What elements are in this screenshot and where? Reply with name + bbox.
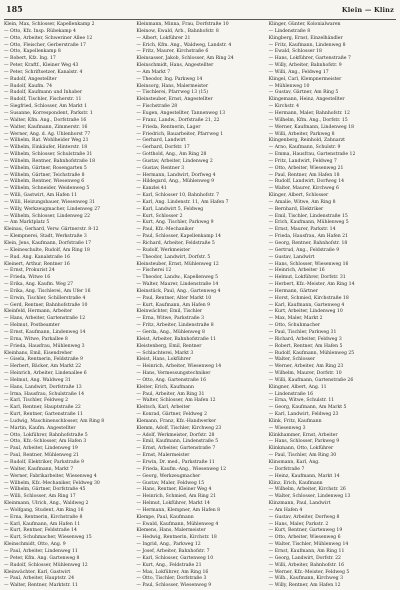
directory-entry: — Kurt, Schlosser 2 — [136, 213, 183, 219]
directory-entry: — Werner, Fabrikarbeiter, Wiesenweg 4 — [4, 473, 97, 479]
directory-entry: — Willi, Arbeiter, Bahnhofstr. 16 — [268, 562, 345, 568]
directory-entry: Kleinsteuber, Ernst, Angestellter — [136, 97, 213, 103]
directory-entry: — Paul, Arbeiter, Am Ring 31 — [136, 391, 205, 397]
directory-entry: Kleinsorg, Hans, Malermeister — [136, 83, 209, 89]
directory-entry: — Heinz, Kaufmann, Markt 14 — [268, 473, 340, 479]
directory-entry: — Ernst, Kaufmann, Lindenweg 14 — [4, 329, 86, 335]
directory-entry: Kleinschmidt, Otto, Ang. 9 — [4, 542, 66, 548]
directory-entry: — Paul, Schlosser, Wiesenweg 9 — [136, 583, 212, 589]
directory-entry: Kleinert, Arthur, Rentner 16 — [4, 261, 70, 267]
directory-entry: — Josef, Arbeiter, Bahnhofstr. 7 — [136, 548, 210, 554]
directory-entry: Klein, Max, Schlosser, Kapellenkamp 2 — [4, 22, 95, 27]
directory-entry: — Karl, Ang. Lindenstr. 11, Am Hafen 7 — [136, 199, 229, 205]
directory-entry: — Erika, Ang. Kaufm. Weg 27 — [4, 282, 74, 288]
directory-entry: Klemm, Adolf, Tischler, Kirchweg 23 — [136, 425, 222, 431]
directory-entry: — Am Hafen 4 — [268, 507, 303, 513]
page-header — [4, 4, 396, 18]
directory-entry: — Otto, Arbeiter, Wiesenweg 21 — [268, 165, 344, 171]
directory-entry: — Erwin, Tischler, Schillerstraße 4 — [4, 295, 86, 301]
directory-entry: — Otto, Arbeiter, Schweriner Allee 12 — [4, 35, 93, 41]
directory-entry: — Kirchstr. 4 — [268, 104, 300, 110]
directory-entry: — Fritz, Kaufmann, Lindenweg 8 — [268, 42, 346, 48]
directory-entry: Klingenberg, Reinhold, Zahnarzt — [268, 138, 346, 144]
directory-entry: — Helmut, Lokführer, Markt 14 — [136, 501, 210, 507]
directory-entry: — Karl, Kaufmann, Am Hafen 11 — [4, 521, 81, 527]
directory-entry: — Horst, Schmied, Kirchstraße 18 — [268, 295, 349, 301]
directory-entry: Kleinau, Gerhard, Verw. Gärtnerstr. 8-12 — [4, 227, 99, 233]
directory-entry: Klein, Jens, Kaufmann, Dorfstraße 17 — [4, 241, 92, 246]
directory-entry: — Paul, Rentner, Alter Markt 10 — [136, 295, 212, 301]
directory-entry: Klingel, Carl, Klempnermeister — [268, 76, 342, 82]
directory-entry: — Gustav, Rentner 3 — [136, 165, 185, 171]
directory-entry: — Hans, Schlosser, Parkweg 9 — [268, 439, 340, 445]
directory-entry: — Gotthold, Ang., Am Ring 28 — [136, 152, 207, 158]
directory-entry: — Max, Maler, Markt 2 — [268, 316, 323, 322]
directory-entry: Klingner, Albert, Ang. 11 — [268, 384, 327, 390]
directory-entry: — Kurt, Kaufmann, Am Hafen 9 — [136, 302, 211, 308]
directory-entry: — Emma, Hausfrau, Gartenstraße 12 — [268, 152, 356, 158]
directory-entry: — Kurt, Ang. Tischler, Parkweg 9 — [136, 220, 214, 226]
directory-entry: Kleinsasser, Jakob, Schlosser, Am Ring 24 — [136, 56, 234, 62]
directory-entry: — Heinrich, Schmied, Am Ring 21 — [136, 494, 217, 500]
directory-entry: — Helmut, Lokführer, Dorfstr. 31 — [268, 275, 346, 281]
directory-entry: — Otto, Lokführer, Bahnhofstraße 5 — [4, 432, 88, 438]
directory-entry: — Willi, Gastwirt, Am Hafen 11 — [4, 193, 78, 199]
directory-entry: — Kanzlei 41 — [136, 186, 167, 192]
directory-entry: Klinkmann, Otto, Lokführer — [268, 446, 334, 452]
directory-entry: Kleinschmidt, Hans, Angestellter — [136, 63, 214, 69]
directory-entry: — Wilhelm, Arbeiter, Kirchstr. 26 — [268, 487, 346, 493]
directory-entry: — Helmut, Ang. Waldweg 31 — [4, 377, 71, 383]
directory-entry: — Ernst, Prokurist 24 — [4, 268, 55, 274]
directory-entry: — Kurt, Arbeiter, Lindenweg 10 — [268, 309, 343, 315]
directory-entry: — Otto, Fleischer, Gerberstraße 17 — [4, 42, 86, 48]
directory-entry: — Gisela, Rentnerin, Feldstraße 9 — [4, 357, 83, 363]
directory-entry: Kleinmann, Minna, Frau, Dorfstraße 10 — [136, 22, 229, 27]
directory-entry: — Lindenstraße 8 — [268, 28, 311, 34]
directory-entry: — Susanne, Korrespondent, Parkstr. 1 — [4, 110, 93, 116]
directory-entry: — Hedwig, Rentnerin, Kirchstr. 18 — [136, 535, 217, 541]
directory-entry: — Rudolf, Kaufm. 74 — [4, 83, 53, 89]
directory-entry: — Frieda, Hausfrau, Am Hafen 21 — [268, 234, 349, 240]
directory-entry: — Willy, Rentner, Am Hafen 12 — [268, 583, 341, 589]
directory-entry: — Peter, Kraftf., Kleiner Weg 43 — [4, 63, 79, 69]
directory-entry: — Hildegard, Ang., Mühlenweg 9 — [136, 179, 215, 185]
directory-entry: — Walter, Kaufmann, Zimmerstr. 16 — [4, 124, 88, 130]
directory-entry: — Walter, Maurer, Kirchweg 6 — [268, 186, 339, 192]
directory-entry: — Willi, Arbeiter, Parkweg 8 — [268, 131, 335, 137]
directory-entry: — Paul, Arbeiter, Lindenweg 11 — [4, 548, 78, 554]
directory-entry: — Paul, Tischler, Parkweg 31 — [268, 329, 337, 335]
directory-entry: — Erich, Kfm. Ang., Waldweg, Landstr. 4 — [136, 42, 232, 48]
directory-entry: Klempe, Paul, Kaufmann — [136, 514, 194, 520]
directory-entry: Klinger, Günter, Kolonialwaren — [268, 22, 341, 27]
column-1 — [4, 22, 131, 590]
directory-entry: — Ernst, Malermeister — [136, 453, 190, 459]
directory-entry: — Erna, Witwe, Parkstraße 3 — [136, 316, 204, 322]
directory-entry: — Otto, Tischler, Dorfstraße 3 — [136, 576, 207, 582]
directory-entry: — Walter, Maurer, Lindenstraße 14 — [136, 282, 219, 288]
directory-entry: — Theodor, Ing. Parkweg 14 — [136, 76, 203, 82]
directory-entry: — Theodor, Landw., Kapellenweg 5 — [136, 275, 219, 281]
directory-entry: — Peter, Kfm. Ang. Gartenweg 8 — [4, 555, 80, 561]
directory-entry: — Siegfried, Schlosser, Am Markt 1 — [4, 104, 88, 110]
directory-entry: — Wilh., Kaufmann, Kirchweg 3 — [268, 576, 343, 582]
directory-entry: — Ernst, Maurer, Parkstr. 14 — [268, 227, 336, 233]
directory-entry: — Herbert, Kfz.-Meister, Am Ring 14 — [268, 282, 355, 288]
directory-entry: — Fritz, Arbeiter, Lindenstraße 8 — [136, 323, 214, 329]
directory-entry: — Hermann, Klempner, Am Hafen 8 — [136, 507, 221, 513]
directory-entry: — Heinrich, Arbeiter 16 — [268, 268, 325, 274]
directory-entry: — Gerd, Rentner, Bahnhofstraße 10 — [4, 302, 88, 308]
directory-entry: — Walter, Kfm. Ang., Dorfstraße 16 — [4, 117, 87, 123]
directory-entry: — Rudolf, Kaufmann und Inhaber — [4, 90, 83, 96]
directory-entry: — Karl, Tischler, Feldweg 2 — [4, 398, 69, 404]
directory-entry: — Georg, Landwirt, Dorfstr. 22 — [268, 555, 341, 561]
directory-entry: — Walter, Schlosser, Am Hafen 12 — [136, 398, 216, 404]
directory-entry: — Ernst, Arbeiter, Gartenstraße 7 — [136, 446, 216, 452]
directory-entry: — Ingrid, Ang., Parkweg 12 — [136, 542, 201, 548]
directory-entry: Kleist, Arbeiter, Bahnhofstraße 11 — [136, 336, 217, 342]
directory-entry: — Gerhard, Landwirt — [136, 138, 186, 144]
running-head: Klein — Klinz — [341, 6, 394, 14]
directory-entry: — Georg, Kaufmann, Am Markt 5 — [268, 405, 347, 411]
directory-entry: — Rudolf, Angestellter — [4, 76, 57, 82]
directory-entry: — Erich, Kaufmann, Mühlenweg 5 — [268, 220, 349, 226]
directory-entry: — Erwin, Dr. med., Parkstraße 11 — [136, 460, 215, 465]
directory-entry: — Hermann, Maler, Bahnhofstr. 12 — [268, 110, 350, 116]
directory-entry: — Gustav, Landwirt — [268, 254, 315, 260]
directory-entry: Kleinwächter, Emil, Tischler — [136, 309, 203, 315]
directory-entry: — Emil, Tischler, Lindenstraße 15 — [268, 213, 348, 219]
directory-entry: — Am Marktplatz 5 — [4, 220, 50, 226]
directory-entry: — Frieda, Rentnerin, Lager — [136, 124, 201, 130]
directory-entry: — Hans, Lokführer, Gartenstraße 7 — [268, 56, 351, 62]
directory-entry: — Kurt, Rentner, Gartenstraße 11 — [4, 412, 83, 418]
directory-entry: Kleinfeld, Hermann, Arbeiter — [4, 309, 73, 315]
directory-entry: — Ludwig, Maschinenschlosser, Am Ring 8 — [4, 418, 105, 424]
directory-entry: — Karl, Kaufmann, Gartenweg 4 — [268, 302, 345, 308]
column-3 — [269, 22, 396, 590]
directory-entry: — Wilhelm, Maurer, Dorfstr. 10 — [268, 371, 342, 377]
directory-entry: — Helmut, Postbeamter — [4, 323, 60, 329]
directory-entry: Klemann, Franz, Kfz.-Handwerker — [136, 418, 217, 424]
directory-entry: — Wilhelm, Schlosser, Lindenweg 22 — [4, 213, 91, 219]
directory-entry: — Lindenstraße 16 — [268, 391, 314, 397]
directory-entry: Klink, Fritz, Kaufmann — [268, 418, 322, 424]
directory-entry: Kleinstück, Paul, Ang., Gartenweg 4 — [136, 288, 221, 294]
directory-entry: — Werner, Ang. d. Ag. Uhlenhorst 77 — [4, 131, 91, 137]
directory-entry: Kleinow, Ewald, Arb., Bahnhofstr. 8 — [136, 28, 219, 34]
directory-entry: — Gustav, Arbeiter, Dorfweg 8 — [268, 514, 340, 520]
directory-entry: — Wilhelm, Gärtner, Rosengarten 5 — [4, 165, 87, 171]
directory-entry: Klinsmann, Karl, Ang. — [268, 460, 320, 465]
directory-entry: — Richard, Arbeiter, Feldstraße 5 — [136, 241, 215, 246]
directory-entry: — Wiesenweg 3 — [268, 425, 306, 431]
directory-entry: Kleinmann, Ulrich, Ang., Waldweg 2 — [4, 501, 89, 507]
directory-entry: — Hans, Vermessungstechniker — [136, 371, 211, 377]
directory-entry: — Gerda, Ang., Mühlenweg 8 — [136, 329, 205, 335]
directory-entry: — Karl, Rentner, Hauptstraße 22 — [4, 405, 81, 411]
directory-entry: — Werner, Kfz.-Meister, Feldweg 5 — [268, 569, 350, 575]
directory-entry: — Karl, Landwirt 5, Feldweg — [136, 206, 204, 212]
directory-entry: — Eugen, Angestellter, Tannenweg 13 — [136, 110, 226, 116]
directory-entry: — Fritz, Landwirt, Feldweg 7 — [268, 158, 337, 164]
directory-entry: — Walter, Kaufmann, Markt 7 — [4, 466, 74, 472]
directory-entry: — Heinrich, Arbeiter, Wiesenweg 14 — [136, 364, 222, 370]
directory-entry: — Klempnerei, Stadt, Werkstraße 3 — [4, 234, 87, 240]
directory-entry: — Ernst, Kaufmann, Am Ring 11 — [268, 548, 345, 554]
directory-entry: — Wilhelm, Schlosser, Schulstraße 31 — [4, 152, 93, 158]
directory-entry: — Otto, Schuhmacher — [268, 323, 320, 329]
directory-entry: Klemens, Hans, Malermeister — [136, 528, 206, 534]
directory-entry: — Konrad, Gärtner, Feldweg 2 — [136, 412, 207, 418]
directory-entry: — Hans, Rentner, Kleiner Weg 4 — [136, 487, 212, 493]
directory-entry: Klinger, Albert, Schlosser — [268, 193, 329, 199]
directory-entry: — Kurt, Schuhmacher, Wiesenweg 15 — [4, 535, 92, 541]
directory-entry: — Walter, Tischler, Mühlenweg 14 — [268, 542, 349, 548]
directory-entry: — Wilhelm, Rentner, Wiesenweg 6 — [4, 179, 85, 185]
directory-entry: — Erika, Ang. Tischlerei, Am Ufer 16 — [4, 288, 91, 294]
directory-entry: Kleistenberg, Emil, Rentner — [136, 343, 202, 349]
directory-entry: — Erna, Witwe, Parkallee 8 — [4, 336, 68, 342]
directory-entry: — Rudolf, Werkmeister — [136, 247, 191, 253]
directory-entry: Kleist, Hans, Lokführer — [136, 357, 191, 363]
directory-entry: — Willi, Ang., Feldweg 17 — [268, 69, 329, 75]
directory-entry: — Wilhelm, Rentner, Bahnhofstraße 18 — [4, 158, 96, 164]
directory-entry: Kleinhans, Emil, Eisendreher — [4, 350, 73, 356]
directory-entry: — Gustav, Arbeiter, Lindenweg 2 — [136, 158, 213, 164]
directory-entry: — Wilhelm, Gärtner, Dorfstraße 45 — [4, 487, 86, 493]
directory-entry: — Wilhelm, Schneider, Weidenweg 5 — [4, 186, 90, 192]
directory-entry: — Willi, Kaufmann, Gartenstraße 26 — [268, 377, 354, 383]
directory-columns — [4, 22, 396, 589]
directory-entry: — Georg, Rentner, Bahnhofstr. 18 — [268, 241, 348, 246]
directory-entry: — Walter, Rentner, Marktstr. 11 — [4, 583, 78, 589]
directory-entry: Kleiter, Erich, Kaufmann — [136, 384, 194, 390]
directory-entry: — Paul, Arbeiter, Lindenweg 19 — [4, 446, 78, 452]
directory-entry: — Theodor, Landwirt, Dorfstr. 5 — [136, 254, 211, 260]
directory-entry: — Hans, Arbeiter, Gartenstraße 12 — [4, 316, 86, 322]
directory-entry: — Tischlerei, Pfarrweg 13 (15) — [136, 90, 209, 96]
directory-entry: — Peter, Schriftsetzer, Kanalstr. 4 — [4, 69, 83, 75]
header-rule — [4, 19, 396, 20]
directory-entry: — Karl, Landwirt, Feldweg 23 — [268, 412, 339, 418]
directory-entry: — Willi, Heizungsbauer, Wiesenweg 31 — [4, 199, 96, 205]
directory-entry: — Wolfgang, Student, Am Ring 16 — [4, 507, 84, 513]
directory-entry: — Frieda, Kaufm.-Ang., Wiesenweg 12 — [136, 466, 227, 472]
directory-entry: — Arno, Kaufmann, Schulstr. 9 — [268, 145, 341, 151]
directory-entry: — Frieda, Witwe 16 — [4, 275, 51, 281]
directory-entry: — Willy, Arbeiter, Bahnhofstr. 9 — [268, 63, 342, 69]
directory-entry: — Paul, Rentner, Mühlenweg 21 — [4, 453, 79, 459]
directory-entry: — Erna, Rentnerin, Kirchstraße 8 — [4, 514, 83, 520]
directory-entry: — Gerhard, Dorfstr. 17 — [136, 145, 190, 151]
directory-entry: — Fischstraße 28 — [136, 104, 178, 110]
directory-entry: — Kurt, Rentner, Gartenweg 19 — [268, 528, 343, 534]
directory-entry: — Wilhelm, Kfz.-Mechaniker, Feldweg 30 — [4, 480, 100, 486]
directory-entry: — Amalie, Witwe, Am Ring 8 — [268, 199, 336, 205]
directory-entry: — Hans, Schlosser, Wiesenweg 16 — [268, 261, 349, 267]
directory-entry: — Wilhelm, Rat. Wohlheider Weg 21 — [4, 138, 89, 144]
directory-entry: — Otto, Arbeiter, Wiesenweg 6 — [268, 535, 341, 541]
directory-entry: — Emil, Kaufmann, Lindenstraße 5 — [136, 439, 219, 445]
directory-entry: — Irma, Hausfrau, Schulstraße 14 — [4, 391, 84, 397]
directory-entry: — Gertrud, Ang., Feldstraße 9 — [268, 247, 340, 253]
directory-entry: — Max, Lokführer, Am Ring 16 — [136, 569, 209, 575]
directory-entry: — Mühlenweg 10 — [268, 83, 310, 89]
directory-entry: — Herbert, Bäcker, Am Markt 22 — [4, 364, 82, 370]
directory-entry: — Karl, Schlosser, Gartenweg 10 — [136, 555, 214, 561]
directory-entry: — Georg, Werkzeugmacher — [136, 473, 201, 479]
directory-entry: — Ewald, Kaufmann, Mühlenweg 4 — [136, 521, 219, 527]
directory-entry: — Hermann, Gärtner — [268, 288, 318, 294]
directory-entry: — Kurt, Ang., Feldstraße 21 — [136, 562, 202, 568]
directory-entry: — Otto, Kapellenkamp 8 — [4, 49, 61, 55]
directory-entry: — Robert, Kfz. Ing. 17 — [4, 56, 56, 62]
directory-entry: — Kleineschulte, Rudolf, Am Ring 18 — [4, 247, 90, 253]
directory-entry: — Paul, Schlosser, Kapellenkamp 14 — [136, 234, 221, 240]
directory-entry: — Rud. Ang. Kanalstraße 16 — [4, 254, 71, 260]
directory-entry: — Bernhard, Elektriker — [268, 206, 324, 212]
directory-entry: Klingemann, Heinz, Angestellter — [268, 97, 345, 103]
directory-entry: — Friedrich, Bauarbeiter, Pfarrweg 1 — [136, 131, 224, 137]
directory-entry: — Fischerei 12 — [136, 268, 172, 274]
directory-entry: — Ewald, Schlosser 18 — [268, 49, 322, 55]
directory-entry: — Hans, Maler, Parkstr. 2 — [268, 521, 329, 527]
directory-entry: — Fritz, Maurer, Kirchstraße 6 — [136, 49, 209, 55]
directory-entry: Kleinwächter, Karl, Gastwirt — [4, 569, 71, 575]
directory-entry: — Walter, Schlosser, Lindenweg 13 — [268, 494, 351, 500]
directory-entry: — Wilhelm, Kfm. Ang., Dorfstr. 15 — [268, 117, 348, 123]
directory-entry: — Hans, Landwirt, Dorfstraße 13 — [4, 384, 82, 390]
directory-entry: — Willy, Werkzeugmacher, Lindenweg 27 — [4, 206, 101, 212]
directory-entry: Kleitsch, Karl, Arbeiter — [136, 405, 191, 411]
directory-entry: Kleinsteuber, Ernst, Mühlenweg 12 — [136, 261, 219, 267]
directory-entry: — Richard, Arbeiter, Feldweg 3 — [268, 336, 342, 342]
directory-entry: — Rudolf, Schlosser, Mühlenweg 12 — [4, 562, 88, 568]
directory-entry: — Schlachterei, Markt 3 — [136, 350, 194, 356]
directory-entry: — Robert, Rentner, Am Hafen 5 — [268, 343, 343, 349]
directory-entry: — Rudolf, Elektriker, Parkstraße 9 — [4, 460, 84, 465]
directory-entry: — Albert, Lokführer 21 — [136, 35, 191, 41]
directory-entry: Klinkhammer, Ernst, Arbeiter — [268, 432, 338, 438]
directory-entry: Klingberg, Ernst, Einzelhändler — [268, 35, 343, 41]
directory-entry: — Frieda, Hausfrau, Mühlenweg 3 — [4, 343, 85, 349]
directory-entry: — Rudolf, Tischler, Fischerstr. 11 — [4, 97, 82, 103]
directory-entry: — Gustav, Gärtner, Am Ring 5 — [268, 90, 339, 96]
directory-entry: — Heinrich, Arbeiter, Lindenallee 6 — [4, 371, 87, 377]
directory-entry: — Otto, Kfz.-Schlosser, Am Hafen 3 — [4, 439, 87, 445]
directory-entry: — Wilhelm, Gärtner, Teichstraße 8 — [4, 172, 85, 178]
directory-entry: — Kurt, Rentner, Feldstraße 14 — [4, 528, 77, 534]
directory-entry: — Otto, Ang. Gartenstraße 16 — [136, 377, 207, 383]
directory-entry: — Paul, Tischler, Am Ring 30 — [268, 453, 337, 459]
directory-entry: — Paul, Arbeiter, Hauptstr. 24 — [4, 576, 74, 582]
directory-entry: — Adolf, Werkmeister, Dorfstr. 28 — [136, 432, 215, 438]
directory-entry: — Erna, Witwe, Schulstr. 11 — [268, 398, 335, 404]
directory-entry: — Karl, Schlosser 10, Bahnhofstr. 7 — [136, 193, 220, 199]
directory-entry: — Rudolf, Kaufmann, Mühlenweg 25 — [268, 350, 355, 356]
directory-entry: — Werner, Arbeiter, Am Ring 23 — [268, 364, 344, 370]
column-2 — [136, 22, 263, 590]
directory-entry: — Am Markt 7 — [136, 69, 171, 75]
directory-entry: — Paul, Kfz.-Mechaniker — [136, 227, 194, 233]
directory-entry: — Otto, Kfz. Insp. Rübekamp 4 — [4, 28, 76, 34]
directory-entry: — Werner, Kaufmann, Lindenweg 18 — [268, 124, 355, 130]
directory-entry: — Rudolf, Landwirt, Dorfweg 14 — [268, 179, 345, 185]
directory-entry: — Hermann, Landwirt, Dorfweg 4 — [136, 172, 216, 178]
page-number: 185 — [6, 4, 23, 14]
directory-entry: — Franz, Landw., Dorfstraße 21, 22 — [136, 117, 220, 123]
directory-entry: — Gustav, Maler, Feldweg 15 — [136, 480, 205, 486]
directory-entry: — Walter, Schlosser — [268, 357, 315, 363]
directory-entry: — Martin, Kaufm. Angestellter — [4, 425, 76, 431]
directory-entry: — Paul, Rentner, Am Hafen 18 — [268, 172, 340, 178]
directory-entry: Klinz, Erich, Kaufmann — [268, 480, 323, 486]
directory-entry: — Dorfstraße 7 — [268, 466, 305, 472]
directory-entry: — Willi, Schlosser, Am Ring 17 — [4, 494, 76, 500]
directory-entry: — Wilhelm, Einkäufer, Hinterstr. 18 — [4, 145, 88, 151]
directory-entry: Klinzmann, Paul, Landwirt — [268, 501, 331, 507]
